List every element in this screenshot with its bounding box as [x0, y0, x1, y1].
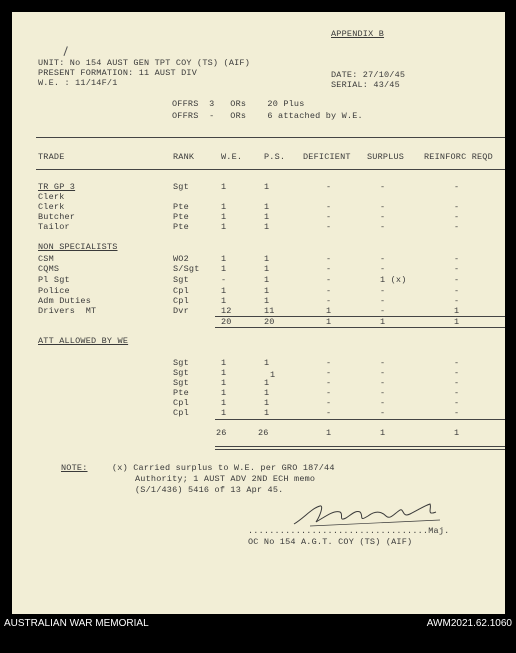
signature-dots: ..................................Maj. [248, 526, 450, 536]
cell-we: - [221, 275, 227, 285]
cell-def: 1 [326, 306, 332, 316]
cell-def: - [326, 398, 332, 408]
document-page [12, 12, 505, 614]
header-surplus: SURPLUS [367, 152, 405, 162]
cell-rei: 1 [454, 306, 460, 316]
cell-sur: - [380, 264, 386, 274]
cell-rei: - [454, 254, 460, 264]
note-label: NOTE: [61, 463, 88, 473]
grand-total-ps: 26 [258, 428, 269, 438]
formation-line: PRESENT FORMATION: 11 AUST DIV [38, 68, 198, 78]
cell-ps: 1 [264, 222, 270, 232]
cell-rank: Dvr [173, 306, 189, 316]
cell-ps: 1 [264, 264, 270, 274]
footer-right-text: AWM2021.62.1060 [426, 618, 512, 629]
subtotal-sur: 1 [380, 317, 386, 327]
note-line-1: (x) Carried surplus to W.E. per GRO 187/44 [112, 463, 335, 473]
header-reinforc: REINFORC REQD [424, 152, 493, 162]
header-ps: P.S. [264, 152, 286, 162]
appendix-label: APPENDIX B [331, 29, 385, 39]
date-line: DATE: 27/10/45 [331, 70, 406, 80]
cell-rei: - [454, 398, 460, 408]
cell-ps: 1 [264, 398, 270, 408]
cell-ps: 1 [264, 182, 270, 192]
cell-def: - [326, 202, 332, 212]
cell-ps: 1 [264, 358, 270, 368]
cell-def: - [326, 222, 332, 232]
cell-rank: Pte [173, 388, 189, 398]
we-line: W.E. : 11/14F/1 [38, 78, 118, 88]
cell-sur: - [380, 222, 386, 232]
cell-rank: WO2 [173, 254, 189, 264]
cell-def: - [326, 264, 332, 274]
cell-we: 1 [221, 264, 227, 274]
cell-rank: Sgt [173, 368, 189, 378]
unit-line: UNIT: No 154 AUST GEN TPT COY (TS) (AIF) [38, 58, 251, 68]
cell-we: 1 [221, 254, 227, 264]
grand-total-def: 1 [326, 428, 332, 438]
cell-sur: 1 (x) [380, 275, 407, 285]
cell-def: - [326, 212, 332, 222]
cell-rei: - [454, 408, 460, 418]
section-title-att-allowed: ATT ALLOWED BY WE [38, 336, 129, 346]
cell-rei: - [454, 388, 460, 398]
cell-sur: - [380, 212, 386, 222]
subtotal-ps: 20 [264, 317, 275, 327]
cell-rei: - [454, 222, 460, 232]
cell-rank: Pte [173, 212, 189, 222]
cell-rank: Pte [173, 202, 189, 212]
cell-rank: Sgt [173, 275, 189, 285]
cell-sur: - [380, 368, 386, 378]
cell-rank: Cpl [173, 296, 189, 306]
rule-subtotal [215, 316, 505, 317]
header-rank: RANK [173, 152, 195, 162]
cell-ps: 1 [264, 212, 270, 222]
cell-we: 1 [221, 182, 227, 192]
cell-we: 1 [221, 368, 227, 378]
cell-rank: Sgt [173, 358, 189, 368]
cell-trade: Clerk [38, 202, 65, 212]
cell-def: - [326, 254, 332, 264]
cell-def: - [326, 408, 332, 418]
pen-mark [63, 46, 72, 57]
cell-rei: - [454, 358, 460, 368]
rule-att-bottom [215, 419, 505, 420]
cell-rei: - [454, 275, 460, 285]
cell-trade: Adm Duties [38, 296, 92, 306]
cell-we: 1 [221, 212, 227, 222]
offrs-line-1: OFFRS 3 ORs 20 Plus [172, 99, 305, 109]
cell-trade: Police [38, 286, 70, 296]
cell-trade: Clerk [38, 192, 65, 202]
cell-sur: - [380, 388, 386, 398]
cell-ps: 1 [264, 388, 270, 398]
cell-sur: - [380, 358, 386, 368]
offrs-line-2: OFFRS - ORs 6 attached by W.E. [172, 111, 363, 121]
rule-subtotal-bottom [215, 327, 505, 328]
cell-def: - [326, 182, 332, 192]
cell-trade: Drivers MT [38, 306, 97, 316]
cell-rank: Pte [173, 222, 189, 232]
cell-rei: - [454, 202, 460, 212]
cell-rei: - [454, 264, 460, 274]
cell-sur: - [380, 296, 386, 306]
cell-we: 1 [221, 378, 227, 388]
cell-rank: Cpl [173, 398, 189, 408]
cell-rank: Cpl [173, 286, 189, 296]
cell-we: 1 [221, 408, 227, 418]
cell-def: - [326, 296, 332, 306]
footer-left-text: AUSTRALIAN WAR MEMORIAL [4, 618, 149, 629]
cell-sur: - [380, 398, 386, 408]
section-title-tr-gp: TR GP 3 [38, 182, 76, 192]
cell-sur: - [380, 202, 386, 212]
section-title-non-specialists: NON SPECIALISTS [38, 242, 118, 252]
cell-ps: 1 [270, 370, 276, 380]
cell-we: 1 [221, 296, 227, 306]
cell-def: - [326, 368, 332, 378]
cell-we: 1 [221, 388, 227, 398]
cell-rank: Sgt [173, 378, 189, 388]
cell-def: - [326, 378, 332, 388]
header-deficient: DEFICIENT [303, 152, 351, 162]
cell-we: 1 [221, 202, 227, 212]
signature-title: OC No 154 A.G.T. COY (TS) (AIF) [248, 537, 413, 547]
rule-grand-1 [215, 446, 505, 447]
cell-trade: Butcher [38, 212, 76, 222]
cell-we: 12 [221, 306, 232, 316]
subtotal-we: 20 [221, 317, 232, 327]
footer-bar [0, 614, 516, 653]
serial-line: SERIAL: 43/45 [331, 80, 400, 90]
cell-rei: - [454, 368, 460, 378]
cell-def: - [326, 388, 332, 398]
note-line-2: Authority; 1 AUST ADV 2ND ECH memo [135, 474, 316, 484]
rule-grand-2 [215, 449, 505, 450]
cell-ps: 1 [264, 378, 270, 388]
grand-total-we: 26 [216, 428, 227, 438]
cell-ps: 1 [264, 254, 270, 264]
cell-we: 1 [221, 286, 227, 296]
subtotal-def: 1 [326, 317, 332, 327]
cell-rei: - [454, 182, 460, 192]
cell-sur: - [380, 408, 386, 418]
cell-ps: 1 [264, 408, 270, 418]
cell-trade: CQMS [38, 264, 60, 274]
cell-we: 1 [221, 222, 227, 232]
note-line-3: (S/1/436) 5416 of 13 Apr 45. [135, 485, 284, 495]
cell-trade: Tailor [38, 222, 70, 232]
cell-sur: - [380, 254, 386, 264]
cell-sur: - [380, 182, 386, 192]
cell-ps: 1 [264, 286, 270, 296]
grand-total-rei: 1 [454, 428, 460, 438]
cell-ps: 1 [264, 296, 270, 306]
cell-rank: Sgt [173, 182, 189, 192]
cell-trade: CSM [38, 254, 54, 264]
cell-rei: - [454, 296, 460, 306]
cell-rank: Cpl [173, 408, 189, 418]
cell-we: 1 [221, 398, 227, 408]
cell-def: - [326, 275, 332, 285]
cell-ps: 1 [264, 275, 270, 285]
subtotal-rei: 1 [454, 317, 460, 327]
cell-trade: Pl Sgt [38, 275, 70, 285]
cell-rank: S/Sgt [173, 264, 200, 274]
cell-sur: - [380, 378, 386, 388]
cell-rei: - [454, 378, 460, 388]
cell-ps: 11 [264, 306, 275, 316]
cell-def: - [326, 286, 332, 296]
rule-header [36, 169, 505, 170]
cell-we: 1 [221, 358, 227, 368]
cell-rei: - [454, 212, 460, 222]
cell-ps: 1 [264, 202, 270, 212]
rule-top [36, 137, 505, 138]
header-trade: TRADE [38, 152, 65, 162]
cell-sur: - [380, 286, 386, 296]
grand-total-sur: 1 [380, 428, 386, 438]
cell-rei: - [454, 286, 460, 296]
header-we: W.E. [221, 152, 243, 162]
cell-def: - [326, 358, 332, 368]
cell-sur: - [380, 306, 386, 316]
